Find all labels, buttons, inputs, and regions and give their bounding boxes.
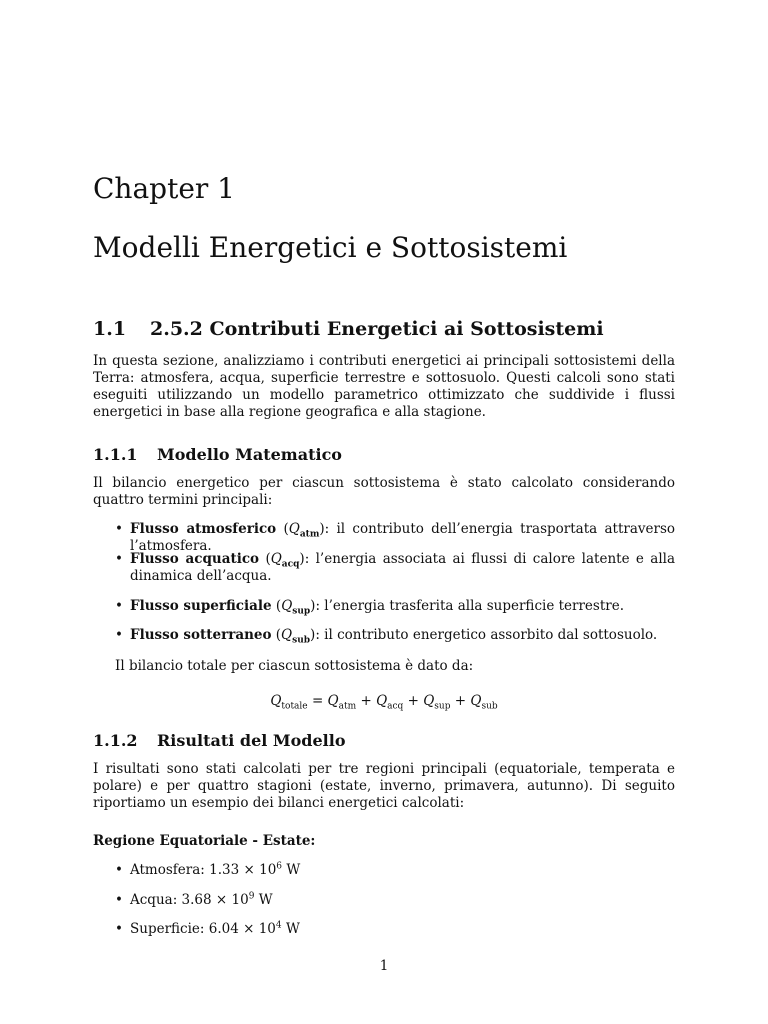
bullet-icon: • xyxy=(115,551,123,567)
value-times: × xyxy=(243,862,255,878)
term-symbol: Q xyxy=(270,551,282,567)
subsection-model-number: 1.1.1 xyxy=(93,445,138,464)
value-unit: W xyxy=(258,892,273,908)
value-mantissa: 6.04 xyxy=(208,921,239,937)
value-base: 10 xyxy=(259,862,277,878)
page-number: 1 xyxy=(379,958,389,974)
value-unit: W xyxy=(286,862,301,878)
term-subscript: acq xyxy=(281,559,300,570)
value-mantissa: 1.33 xyxy=(209,862,240,878)
total-equation xyxy=(93,692,675,710)
value-times: × xyxy=(243,921,255,937)
subsection-results-number: 1.1.2 xyxy=(93,731,138,750)
bullet-icon: • xyxy=(115,892,123,908)
document-page xyxy=(93,0,675,1024)
eq-equals: = xyxy=(311,693,324,709)
value-label: Acqua: xyxy=(130,892,178,908)
term-subscript: sup xyxy=(292,606,311,617)
value-item-superficie xyxy=(115,920,675,938)
value-base: 10 xyxy=(258,921,276,937)
eq-symbol: Q xyxy=(470,693,482,709)
term-subscript: atm xyxy=(299,529,320,540)
term-description: : il contributo dell’energia trasportata attraverso l’atmosfera. xyxy=(130,521,675,554)
section-heading xyxy=(93,317,604,341)
section-intro-paragraph: In questa sezione, analizziamo i contributi energetici ai principali sottosistemi della Terra: atmosfera, acqua, superficie terrestre e sottosuolo. Questi calcoli sono stati eseguiti utilizzando un modello parametrico ottimizzato che suddivide i flussi energetici in base alla regione geografica e alla stagione. xyxy=(93,353,675,420)
value-label: Superficie: xyxy=(130,921,205,937)
term-item-sup: • Flusso superficiale $(Q_{sup})$: l’energia trasferita alla superficie terrestre. xyxy=(115,598,624,617)
term-symbol: Q xyxy=(281,598,293,614)
term-name: Flusso acquatico xyxy=(130,551,260,567)
results-intro-paragraph: I risultati sono stati calcolati per tre regioni principali (equatoriale, temperata e polare) e per quattro stagioni (estate, inverno, primavera, autunno). Di seguito riportiamo un esempio dei bilanci energetici calcolati: xyxy=(93,761,675,811)
value-unit: W xyxy=(285,921,300,937)
bullet-icon: • xyxy=(115,921,123,937)
bullet-icon: • xyxy=(115,627,123,643)
eq-subscript: totale xyxy=(281,701,308,712)
term-item-atm: • Flusso atmosferico $(Q_{atm})$: il contributo dell’energia trasportata attraverso l’atmosfera. xyxy=(115,521,675,554)
value-item-atmosfera xyxy=(115,861,675,879)
eq-plus: + xyxy=(407,693,419,709)
term-name: Flusso sotterraneo xyxy=(130,627,272,643)
subsection-results-heading xyxy=(93,731,345,751)
term-subscript: sub xyxy=(292,635,311,646)
subsection-model-title: Modello Matematico xyxy=(157,445,342,464)
bullet-icon: • xyxy=(115,598,123,614)
value-mantissa: 3.68 xyxy=(181,892,212,908)
region-title: Regione Equatoriale - Estate: xyxy=(93,833,316,849)
value-item-acqua xyxy=(115,891,675,909)
term-description: : l’energia associata ai flussi di calore latente e alla dinamica dell’acqua. xyxy=(130,551,676,584)
term-symbol: Q xyxy=(288,521,300,537)
eq-subscript: atm xyxy=(338,701,357,712)
chapter-label: Chapter 1 xyxy=(93,172,235,205)
eq-symbol: Q xyxy=(376,693,388,709)
section-number: 1.1 xyxy=(93,318,127,340)
term-description: : il contributo energetico assorbito dal sottosuolo. xyxy=(315,627,658,643)
eq-plus: + xyxy=(360,693,372,709)
term-item-sub: • Flusso sotterraneo $(Q_{sub})$: il contributo energetico assorbito dal sottosuolo. xyxy=(115,627,658,646)
total-intro-paragraph: Il bilancio totale per ciascun sottosistema è dato da: xyxy=(115,658,474,674)
eq-plus: + xyxy=(454,693,467,709)
eq-symbol: Q xyxy=(270,693,282,709)
eq-subscript: sub xyxy=(481,701,498,712)
term-symbol: Q xyxy=(281,627,293,643)
eq-symbol: Q xyxy=(327,693,339,709)
term-description: : l’energia trasferita alla superficie terrestre. xyxy=(315,598,624,614)
eq-subscript: sup xyxy=(434,701,451,712)
subsection-results-title: Risultati del Modello xyxy=(157,731,346,750)
bullet-icon: • xyxy=(115,862,123,878)
value-exponent: 6 xyxy=(276,861,283,872)
term-name: Flusso superficiale xyxy=(130,598,272,614)
eq-symbol: Q xyxy=(423,693,435,709)
section-title: 2.5.2 Contributi Energetici ai Sottosistemi xyxy=(150,318,604,340)
term-item-acq: • Flusso acquatico $(Q_{acq})$: l’energia associata ai flussi di calore latente e alla dinamica dell’acqua. xyxy=(115,551,676,584)
model-intro-paragraph: Il bilancio energetico per ciascun sottosistema è stato calcolato considerando quattro termini principali: xyxy=(93,475,675,508)
chapter-title: Modelli Energetici e Sottosistemi xyxy=(93,231,568,264)
value-exponent: 9 xyxy=(248,891,255,902)
value-exponent: 4 xyxy=(275,920,282,931)
value-base: 10 xyxy=(231,892,249,908)
term-name: Flusso atmosferico xyxy=(130,521,277,537)
eq-subscript: acq xyxy=(387,701,404,712)
value-times: × xyxy=(215,892,228,908)
value-label: Atmosfera: xyxy=(130,862,205,878)
bullet-icon: • xyxy=(115,521,123,537)
subsection-model-heading xyxy=(93,445,342,465)
